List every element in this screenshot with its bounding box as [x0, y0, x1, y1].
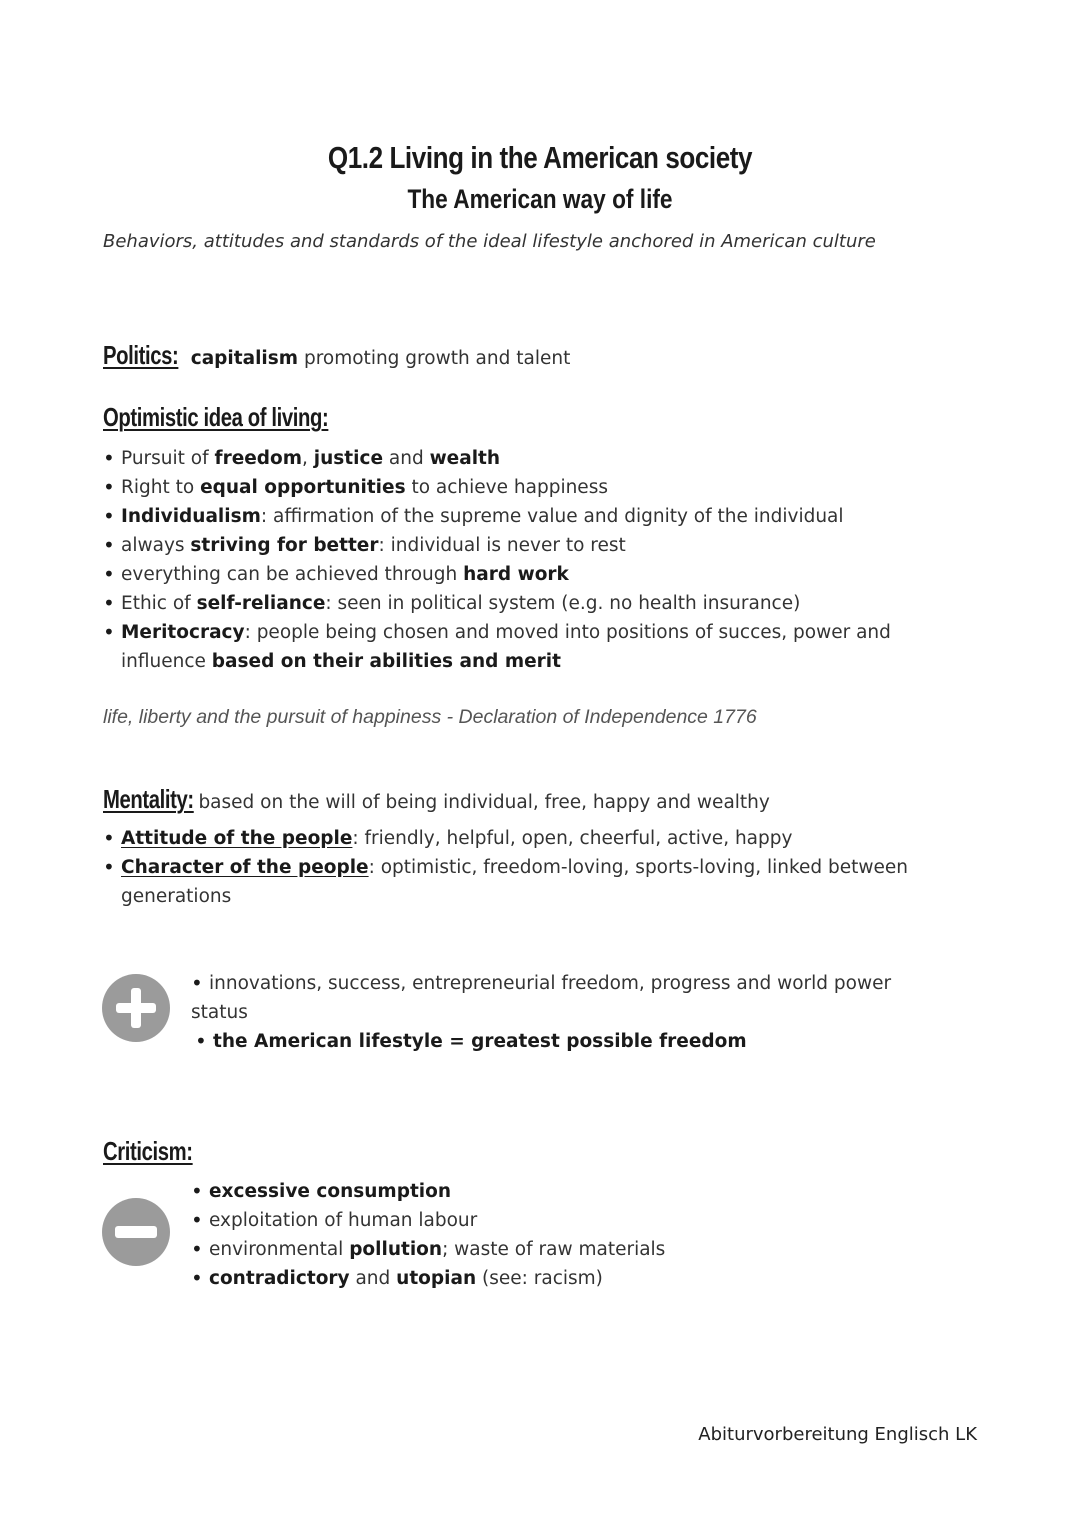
minus-icon: [102, 1198, 170, 1266]
mentality-heading: Mentality:: [103, 784, 194, 814]
list-item: • innovations, success, entrepreneurial freedom, progress and world power: [191, 969, 891, 998]
list-item: • exploitation of human labour: [191, 1206, 665, 1235]
pros-line1-continuation: status: [191, 1002, 248, 1023]
list-item: • contradictory and utopian (see: racism): [191, 1264, 665, 1293]
criticism-heading: Criticism:: [103, 1136, 193, 1166]
mentality-list: [103, 824, 908, 911]
list-item: • the American lifestyle = greatest possible freedom: [195, 1027, 891, 1056]
list-item: • Ethic of self-reliance: seen in political system (e.g. no health insurance): [103, 589, 891, 618]
pros-list: [191, 969, 891, 1056]
list-item: • Pursuit of freedom, justice and wealth: [103, 444, 891, 473]
optimistic-section: [103, 402, 392, 433]
mentality-text: based on the will of being individual, free, happy and wealthy: [198, 792, 770, 813]
page-title: Q1.2 Living in the American society: [327, 140, 753, 175]
definition-text: Behaviors, attitudes and standards of the ideal lifestyle anchored in American culture: [103, 231, 876, 252]
list-item-meritocracy: • Meritocracy: people being chosen and moved into positions of succes, power and influence based on their abilities and merit: [103, 618, 891, 676]
list-item: • always striving for better: individual is never to rest: [103, 531, 891, 560]
list-item: • Character of the people: optimistic, freedom-loving, sports-loving, linked between generations: [103, 853, 908, 911]
list-item: • excessive consumption: [191, 1177, 665, 1206]
list-item: • environmental pollution; waste of raw materials: [191, 1235, 665, 1264]
footer-text: Abiturvorbereitung Englisch LK: [698, 1424, 977, 1445]
list-item: • Individualism: affirmation of the supreme value and dignity of the individual: [103, 502, 891, 531]
list-item: • Right to equal opportunities to achieve happiness: [103, 473, 891, 502]
list-item: • everything can be achieved through hard work: [103, 560, 891, 589]
optimistic-list: [103, 444, 891, 676]
criticism-section: [103, 1136, 218, 1167]
politics-heading: Politics:: [103, 340, 179, 370]
mentality-section: [103, 784, 770, 817]
optimistic-heading: Optimistic idea of living:: [103, 402, 329, 432]
criticism-list: [191, 1177, 665, 1293]
politics-text: capitalism promoting growth and talent: [190, 348, 571, 369]
declaration-quote: life, liberty and the pursuit of happiness - Declaration of Independence 1776: [103, 706, 757, 728]
page-subtitle: The American way of life: [407, 184, 673, 214]
plus-icon: [102, 974, 170, 1042]
politics-section: [103, 340, 570, 373]
list-item: • Attitude of the people: friendly, helpful, open, cheerful, active, happy: [103, 824, 908, 853]
